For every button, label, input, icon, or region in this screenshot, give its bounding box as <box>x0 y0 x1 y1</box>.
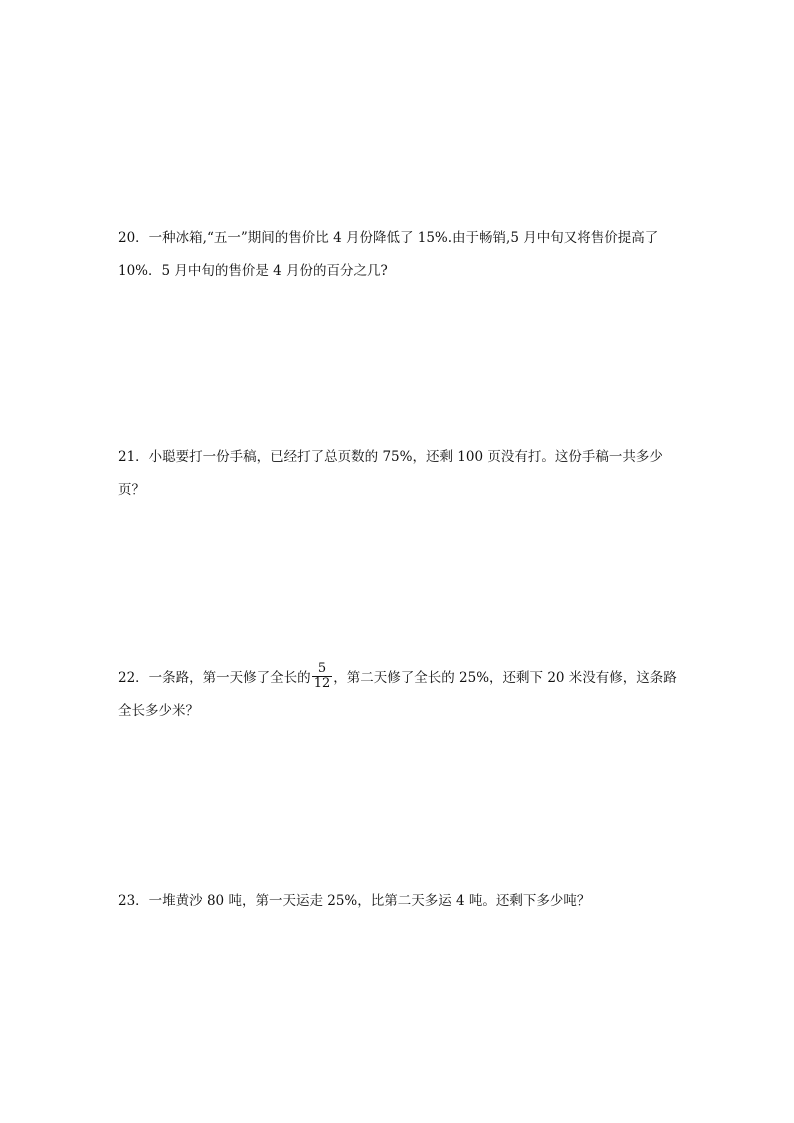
question-23 <box>118 885 688 918</box>
fraction-denominator: 12 <box>313 676 331 691</box>
question-20 <box>118 222 688 288</box>
question-text-line: 20．一种冰箱,“五一”期间的售价比 4 月份降低了 15%.由于畅销,5 月中旬又将售价提高了 <box>118 230 659 246</box>
fraction <box>312 662 333 691</box>
question-21 <box>118 441 688 507</box>
fraction-numerator: 5 <box>317 661 327 676</box>
question-text-line <box>118 662 688 695</box>
question-22 <box>118 662 688 728</box>
question-text-line: 21．小聪要打一份手稿，已经打了总页数的 75%，还剩 100 页没有打。这份手稿一共多少 <box>118 449 663 465</box>
question-text-line: 10%．5 月中旬的售价是 4 月份的百分之几? <box>118 263 388 279</box>
question-text-segment: 22．一条路，第一天修了全长的 <box>118 670 311 686</box>
question-text-line: 23．一堆黄沙 80 吨，第一天运走 25%，比第二天多运 4 吨。还剩下多少吨？ <box>118 893 591 909</box>
question-text-segment: ，第二天修了全长的 25%，还剩下 20 米没有修，这条路 <box>333 670 677 686</box>
question-text-line: 全长多少米？ <box>118 703 199 719</box>
question-text-line: 页？ <box>118 482 145 498</box>
